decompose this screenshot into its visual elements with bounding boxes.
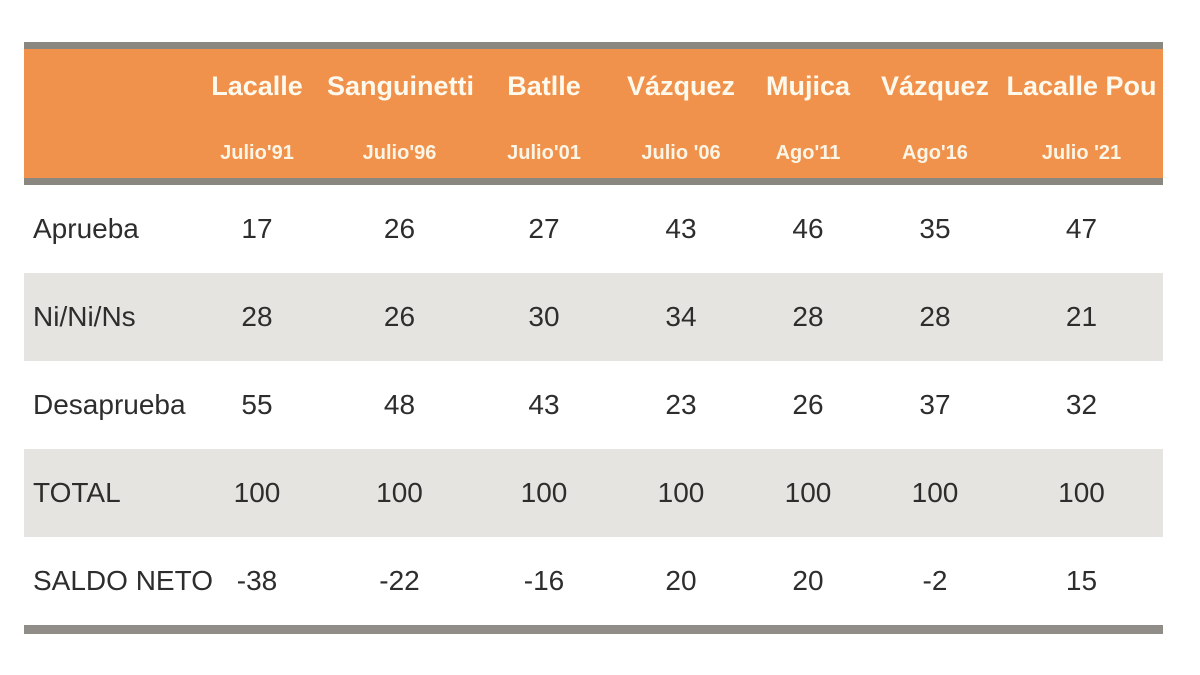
row-label: Aprueba (33, 213, 139, 244)
row-label: Desaprueba (33, 389, 186, 420)
value-cell: 100 (911, 477, 959, 508)
top-border-bar (24, 42, 1163, 49)
value-cell: 100 (520, 477, 568, 508)
approval-table (24, 42, 1163, 634)
value-cell: 27 (528, 213, 560, 244)
value-cell: 32 (1065, 389, 1098, 420)
value-cell: -16 (523, 565, 565, 596)
column-header-lacalle (187, 49, 327, 178)
value-cell: 100 (657, 477, 705, 508)
value-cell: 55 (241, 389, 273, 420)
row-label: Ni/Ni/Ns (33, 301, 136, 332)
value-cell: 35 (919, 213, 951, 244)
column-header-batlle (472, 49, 616, 178)
president-name: Lacalle Pou (1006, 71, 1157, 101)
poll-date: Ago'11 (775, 142, 841, 164)
value-cell: 47 (1065, 213, 1098, 244)
row-label: TOTAL (33, 477, 121, 508)
value-cell: 28 (241, 301, 273, 332)
president-name: Lacalle (211, 71, 303, 101)
value-cell: 26 (792, 389, 824, 420)
poll-date: Julio '21 (1041, 142, 1122, 164)
header-bottom-border-bar (24, 178, 1163, 185)
value-cell: 17 (241, 213, 273, 244)
value-cell: 26 (383, 213, 416, 244)
value-cell: 20 (792, 565, 824, 596)
column-header-mujica (746, 49, 870, 178)
value-cell: 30 (528, 301, 560, 332)
poll-date: Julio'96 (362, 142, 437, 164)
poll-date: Ago'16 (902, 142, 968, 164)
table-header-row (24, 49, 1163, 178)
table-row-nininس (24, 273, 1163, 361)
president-name: Sanguinetti (327, 71, 474, 101)
value-cell: 20 (665, 565, 697, 596)
poll-date: Julio'01 (507, 142, 581, 164)
column-header-vazquez-06 (616, 49, 746, 178)
value-cell: 28 (919, 301, 951, 332)
column-header-sanguinetti (327, 49, 472, 178)
value-cell: 28 (792, 301, 824, 332)
value-cell: 21 (1065, 301, 1098, 332)
column-header-vazquez-16 (870, 49, 1000, 178)
column-header-lacalle-pou (1000, 49, 1163, 178)
value-cell: 34 (665, 301, 697, 332)
value-cell: 26 (383, 301, 416, 332)
president-name: Batlle (507, 71, 581, 101)
poll-date: Julio'91 (220, 142, 294, 164)
president-name: Vázquez (626, 71, 736, 101)
row-label: SALDO NETO (33, 565, 213, 596)
header-corner-cell (24, 49, 187, 178)
poll-date: Julio '06 (641, 142, 721, 164)
table-row-desaprueba (24, 361, 1163, 449)
value-cell: 100 (784, 477, 832, 508)
value-cell: -38 (236, 565, 278, 596)
value-cell: -22 (379, 565, 420, 596)
value-cell: -2 (922, 565, 948, 596)
value-cell: 100 (233, 477, 281, 508)
value-cell: 100 (1058, 477, 1105, 508)
value-cell: 23 (665, 389, 697, 420)
value-cell: 37 (919, 389, 951, 420)
bottom-border-bar (24, 625, 1163, 634)
value-cell: 46 (792, 213, 824, 244)
table-row-aprueba (24, 185, 1163, 273)
value-cell: 48 (383, 389, 416, 420)
value-cell: 43 (528, 389, 560, 420)
value-cell: 43 (665, 213, 697, 244)
president-name: Mujica (765, 71, 851, 101)
president-name: Vázquez (880, 71, 990, 101)
value-cell: 15 (1065, 565, 1098, 596)
table-row-saldo-neto (24, 537, 1163, 625)
table-row-total (24, 449, 1163, 537)
value-cell: 100 (376, 477, 423, 508)
